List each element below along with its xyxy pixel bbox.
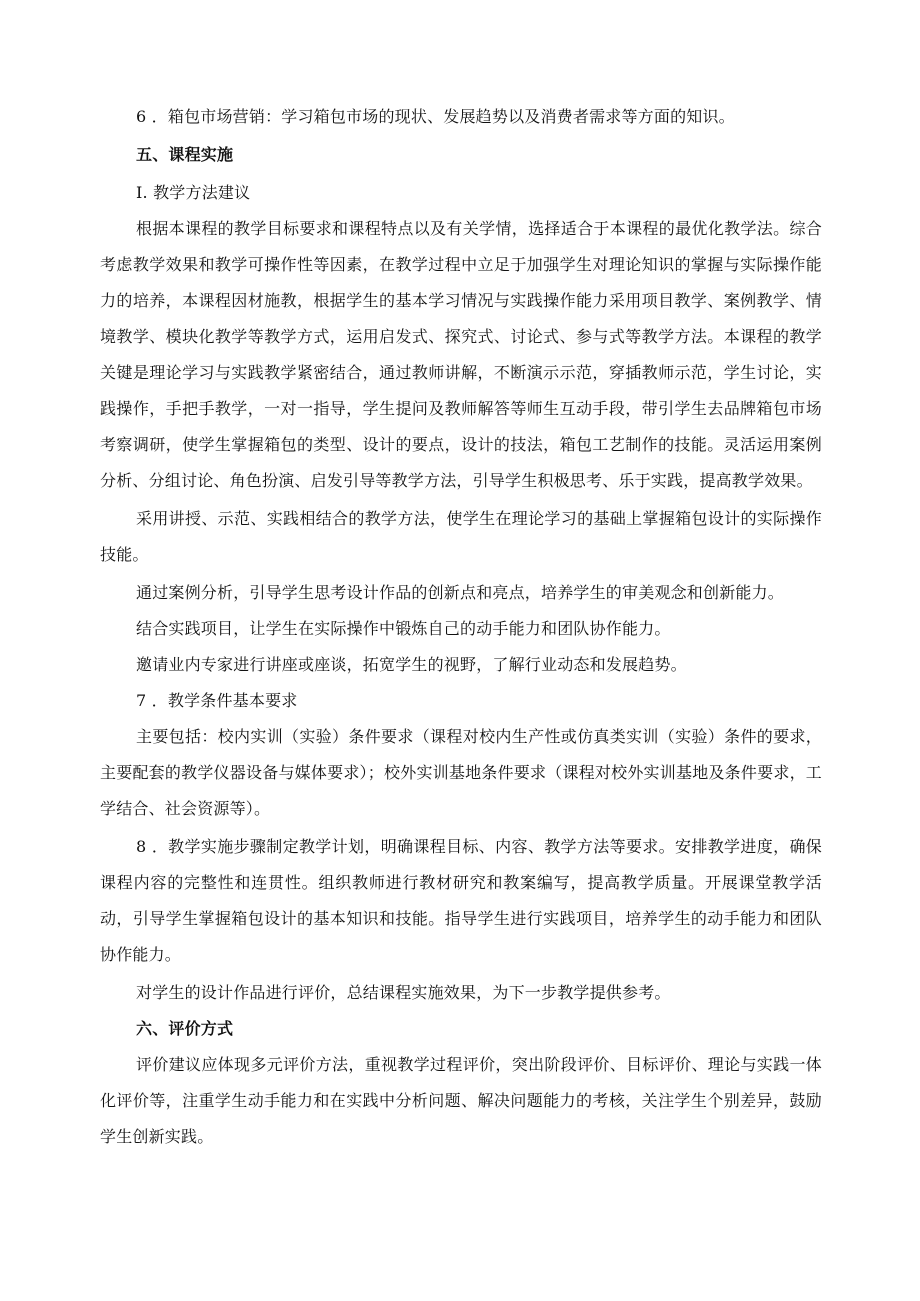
- paragraph-lecture-demo: 采用讲授、示范、实践相结合的教学方法，使学生在理论学习的基础上掌握箱包设计的实际操作技能。: [100, 509, 822, 564]
- heading-evaluation-method: 六、评价方式: [136, 1019, 234, 1038]
- subheading-teaching-conditions: 7 ．教学条件基本要求: [136, 691, 298, 710]
- paragraph-evaluation-method: 评价建议应体现多元评价方法，重视教学过程评价，突出阶段评价、目标评价、理论与实践一体化评价等，注重学生动手能力和在实践中分析问题、解决问题能力的考核，关注学生个别差异，鼓励学生创新实践。: [100, 1055, 822, 1146]
- document-body: [100, 99, 822, 1155]
- paragraph-evaluation-works: 对学生的设计作品进行评价，总结课程实施效果，为下一步教学提供参考。: [136, 983, 671, 1002]
- paragraph-case-analysis: 通过案例分析，引导学生思考设计作品的创新点和亮点，培养学生的审美观念和创新能力。: [136, 583, 785, 602]
- paragraph-market-marketing: 6 ．箱包市场营销：学习箱包市场的现状、发展趋势以及消费者需求等方面的知识。: [136, 107, 735, 126]
- paragraph-implementation-steps: 8 ．教学实施步骤制定教学计划，明确课程目标、内容、教学方法等要求。安排教学进度，确保课程内容的完整性和连贯性。组织教师进行教材研究和教案编写，提高教学质量。开展课堂教学活动，引导学生掌握箱包设计的基本知识和技能。指导学生进行实践项目，培养学生的动手能力和团队协作能力。: [100, 837, 822, 964]
- paragraph-expert-lecture: 邀请业内专家进行讲座或座谈，拓宽学生的视野，了解行业动态和发展趋势。: [136, 655, 687, 674]
- paragraph-teaching-conditions: 主要包括：校内实训（实验）条件要求（课程对校内生产性或仿真类实训（实验）条件的要求，主要配套的教学仪器设备与媒体要求）；校外实训基地条件要求（课程对校外实训基地及条件要求，工学结合、社会资源等）。: [100, 727, 822, 818]
- paragraph-teaching-method: 根据本课程的教学目标要求和课程特点以及有关学情，选择适合于本课程的最优化教学法。综合考虑教学效果和教学可操作性等因素，在教学过程中立足于加强学生对理论知识的掌握与实际操作能力的培养，本课程因材施教，根据学生的基本学习情况与实践操作能力采用项目教学、案例教学、情境教学、模块化教学等教学方式，运用启发式、探究式、讨论式、参与式等教学方法。本课程的教学关键是理论学习与实践教学紧密结合，通过教师讲解，不断演示示范，穿插教师示范，学生讨论，实践操作，手把手教学，一对一指导，学生提问及教师解答等师生互动手段，带引学生去品牌箱包市场考察调研，使学生掌握箱包的类型、设计的要点，设计的技法，箱包工艺制作的技能。灵活运用案例分析、分组讨论、角色扮演、启发引导等教学方法，引导学生积极思考、乐于实践，提高教学效果。: [100, 219, 822, 490]
- paragraph-practice-project: 结合实践项目，让学生在实际操作中锻炼自己的动手能力和团队协作能力。: [136, 619, 671, 638]
- subheading-teaching-method: I. 教学方法建议: [136, 183, 251, 202]
- heading-course-implementation: 五、课程实施: [136, 145, 234, 164]
